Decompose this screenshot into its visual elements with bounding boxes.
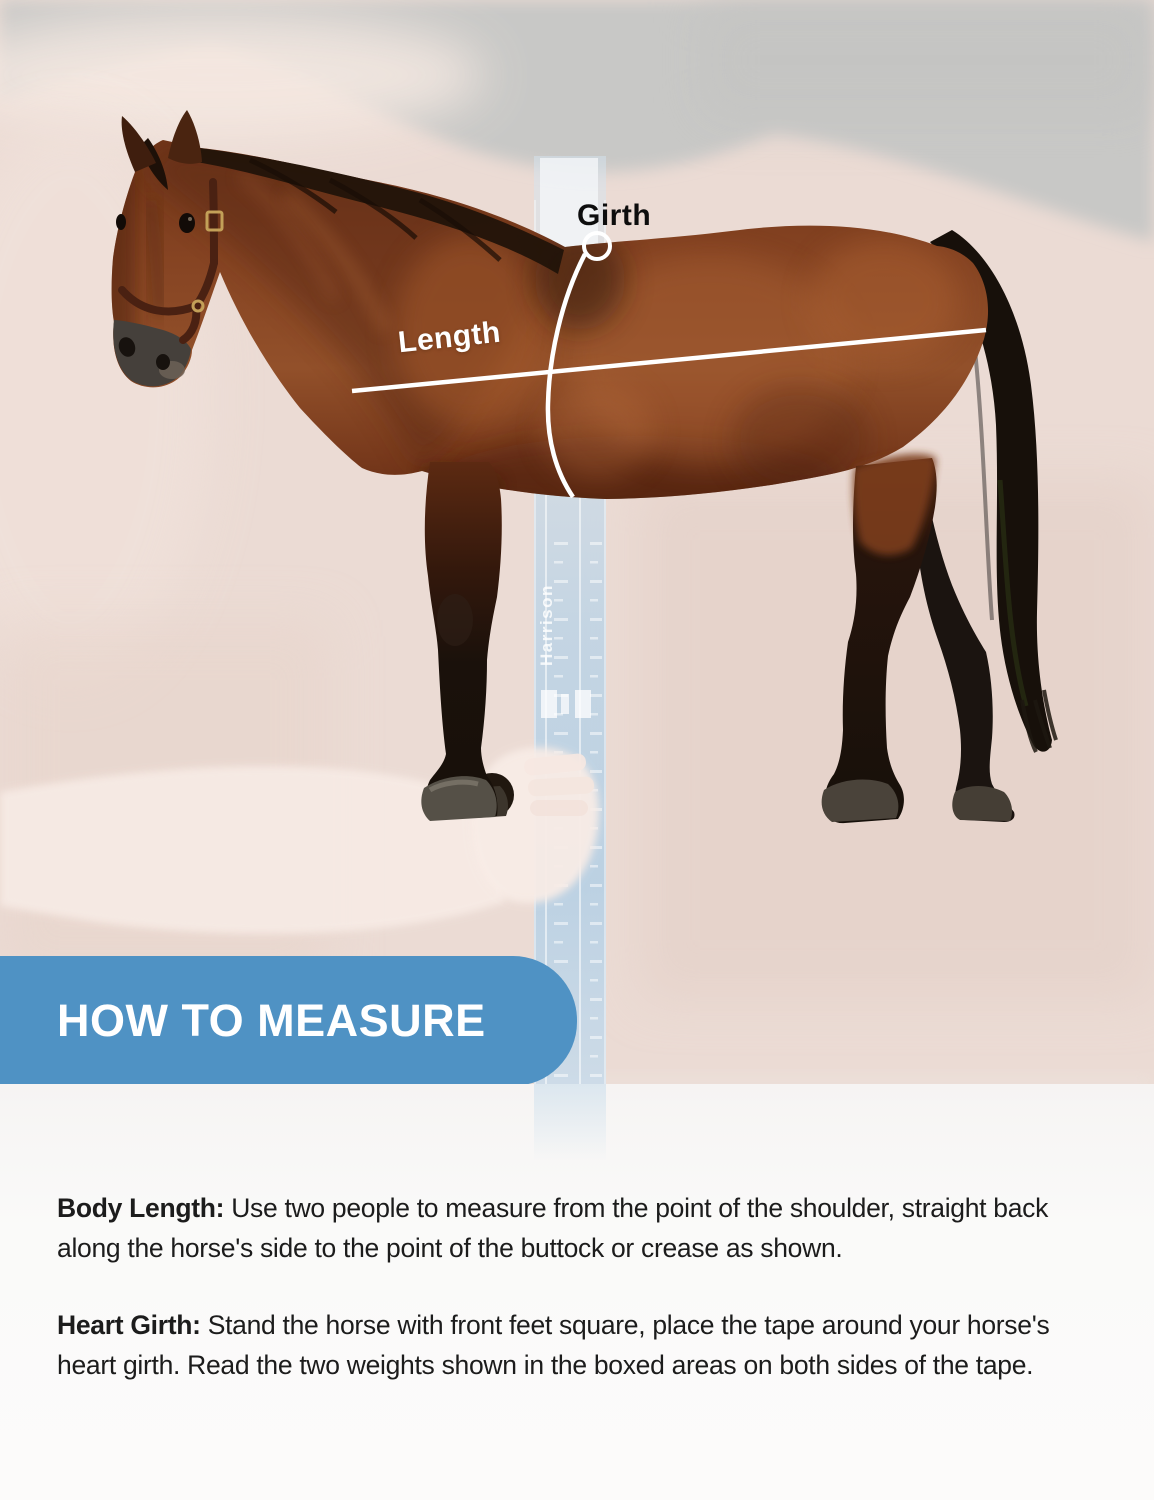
- girth-label: Girth: [577, 199, 652, 232]
- length-label: Length: [396, 315, 503, 360]
- heart-girth-label: Heart Girth:: [57, 1310, 201, 1340]
- banner-title: HOW TO MEASURE: [57, 995, 486, 1046]
- instructions-section: [0, 1084, 1154, 1500]
- how-to-measure-banner: [0, 956, 577, 1086]
- body-length-label: Body Length:: [57, 1193, 225, 1223]
- tape-fade-remnant: [534, 1084, 606, 1162]
- heart-girth-paragraph: [0, 1305, 1154, 1385]
- horse-eye: [116, 214, 126, 230]
- tape-brand-text: Harrison: [537, 584, 556, 666]
- heart-girth-text: Stand the horse with front feet square, place the tape around your horse's heart girth. Read the two weights shown in the boxed areas on both sides of the tape.: [57, 1310, 1050, 1380]
- body-length-text: Use two people to measure from the point of the shoulder, straight back along the horse's side to the point of the buttock or crease as shown.: [57, 1193, 1049, 1263]
- body-length-paragraph: [0, 1188, 1154, 1268]
